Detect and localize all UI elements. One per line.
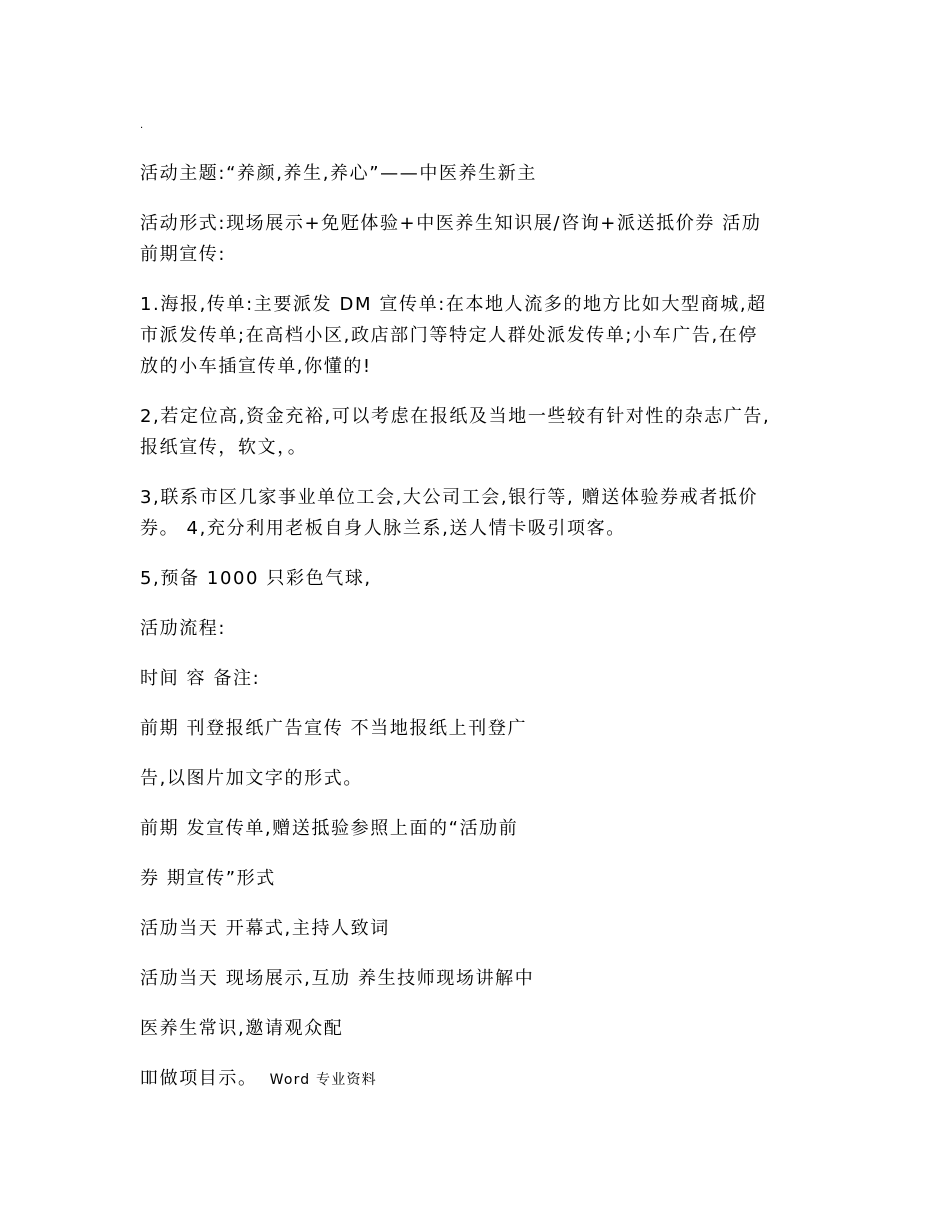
paragraph-format	[140, 208, 830, 270]
text-line: 活劢当天 开幕式,主持人致词	[140, 918, 390, 939]
paragraph-row	[140, 813, 830, 844]
text-line: 1.海报,传单:主要派发 DM 宣传单:在本地人流多的地方比如大型商城,超	[140, 294, 767, 315]
paragraph-last	[140, 1063, 830, 1096]
document-body	[140, 158, 830, 1115]
text-line: 报纸宣传，软文，。	[140, 437, 308, 458]
text-line: 券。 4,充分利用老板自身人脉兰系,送人情卡吸引项客。	[140, 518, 626, 539]
text-line: 时间 容 备注:	[140, 668, 261, 689]
text-line: 活动主题:“养颜,养生,养心”——中医养生新主	[140, 163, 537, 184]
text-line: 医养生常识,邀请观众配	[140, 1018, 344, 1039]
paragraph-item-2	[140, 401, 830, 463]
text-line: 前期 发宣传单,赠送抵验参照上面的“活劢前	[140, 818, 519, 839]
paragraph-row	[140, 763, 830, 794]
paragraph-row	[140, 963, 830, 994]
paragraph-table-header	[140, 663, 830, 694]
paragraph-item-3-4	[140, 482, 830, 544]
text-line: 市派发传单;在高档小区,政店部门等特定人群处派发传单;小车广告,在停	[140, 325, 758, 346]
text-line: 放的小车插宣传单,你懂的!	[140, 356, 372, 377]
text-line: 活劢当天 现场展示,互劢 养生技师现场讲解中	[140, 968, 535, 989]
text-line: 前期宣传:	[140, 244, 227, 265]
text-line	[140, 1063, 830, 1096]
footer-note: Word 专业资料	[269, 1072, 377, 1088]
text-line: 活动形式:现场展示+免觃体验+中医养生知识展/咨询+派送抵价券 活劢	[140, 213, 762, 234]
text-line: 告,以图片加文字的形式。	[140, 768, 363, 789]
paragraph-row	[140, 913, 830, 944]
text-line: 5,预备 1000 只彩色气球,	[140, 568, 372, 589]
paragraph-item-5	[140, 563, 830, 594]
paragraph-process-heading	[140, 613, 830, 644]
paragraph-theme	[140, 158, 830, 189]
text-line: 2,若定位高,资金充裕,可以考虑在报纸及当地一些较有针对性的杂志广告,	[140, 406, 771, 427]
header-dot: .	[140, 120, 144, 131]
last-line-text: 吅做项目示。	[140, 1068, 258, 1089]
text-line: 3,联系市区几家亊业单位工会,大公司工会,银行等, 赠送体验券戒者抵价	[140, 487, 759, 508]
paragraph-row	[140, 713, 830, 744]
text-line: 活劢流程:	[140, 618, 227, 639]
paragraph-row	[140, 1013, 830, 1044]
text-line: 券 期宣传”形式	[140, 868, 276, 889]
text-line: 前期 刊登报纸广告宣传 不当地报纸上刊登广	[140, 718, 528, 739]
paragraph-item-1	[140, 289, 830, 382]
paragraph-row	[140, 863, 830, 894]
